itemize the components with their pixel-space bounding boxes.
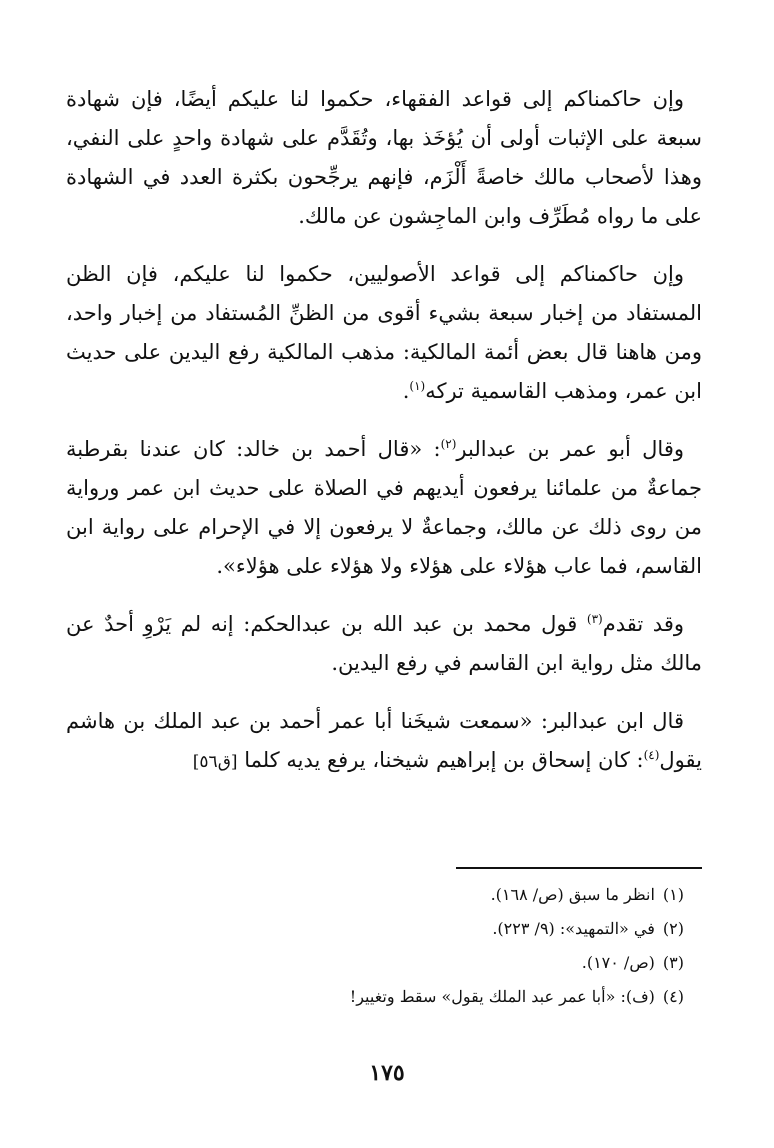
manuscript-page-ref: [ق٥٦] xyxy=(192,752,238,772)
paragraph-text: وقد تقدم xyxy=(602,612,684,636)
footnote-ref-2[interactable]: (٢) xyxy=(440,437,457,451)
paragraph-3 xyxy=(66,430,702,586)
paragraph-text: قال ابن عبدالبر: «سمعت شيخَنا أبا عمر أحمد بن عبد الملك بن هاشم يقول xyxy=(66,709,702,772)
page-number: ١٧٥ xyxy=(369,1060,405,1086)
paragraph-text-end: . xyxy=(402,379,410,403)
paragraph-2 xyxy=(66,255,702,411)
footnote-number: (١) xyxy=(662,885,684,904)
footnote-number: (٢) xyxy=(662,919,684,938)
footnote-1 xyxy=(66,878,702,912)
paragraph-text-end: قول محمد بن عبد الله بن عبدالحكم: إنه لم يَرْوِ أحدٌ عن مالك مثل رواية ابن القاسم في رفع اليدين. xyxy=(66,612,702,675)
paragraph-4 xyxy=(66,605,702,683)
paragraph-text: وإن حاكمناكم إلى قواعد الفقهاء، حكموا لنا عليكم أيضًا، فإن شهادة سبعة على الإثبات أولى أن يُؤخَذ بها، وتُقَدَّم على شهادة واحدٍ على النفي، وهذا لأصحاب مالك خاصةً أَلْزَم، فإنهم يرجِّحون بكثرة العدد في الشهادة على ما رواه مُطَرِّف وابن الماجِشون عن مالك. xyxy=(66,87,702,228)
footnote-4 xyxy=(66,980,702,1014)
footnote-number: (٤) xyxy=(662,987,684,1006)
footnote-2 xyxy=(66,912,702,946)
footnote-divider xyxy=(456,867,702,869)
footnote-ref-1[interactable]: (١) xyxy=(409,379,426,393)
footnote-ref-4[interactable]: (٤) xyxy=(643,748,660,762)
footnote-3 xyxy=(66,946,702,980)
paragraph-text-end: : «قال أحمد بن خالد: كان عندنا بقرطبة جماعةٌ من علمائنا يرفعون أيديهم في الصلاة على حديث ابن عمر ورواية من روى ذلك عن مالك، وجماعةٌ لا يرفعون إلا في الإحرام على رواية ابن القاسم، فما عاب هؤلاء على هؤلاء ولا هؤلاء على هؤلاء». xyxy=(66,437,702,578)
paragraph-1 xyxy=(66,80,702,236)
footnote-text: انظر ما سبق (ص/ ١٦٨). xyxy=(490,885,655,904)
footnote-text: (ف): «أبا عمر عبد الملك يقول» سقط وتغيير! xyxy=(349,987,655,1006)
footnote-number: (٣) xyxy=(662,953,684,972)
main-text xyxy=(66,80,702,801)
footnote-text: في «التمهيد»: (٩/ ٢٢٣). xyxy=(492,919,655,938)
paragraph-text-end: : كان إسحاق بن إبراهيم شيخنا، يرفع يديه كلما xyxy=(237,748,644,772)
footnote-text: (ص/ ١٧٠). xyxy=(581,953,655,972)
footnotes xyxy=(66,878,702,1014)
paragraph-text: وقال أبو عمر بن عبدالبر xyxy=(456,437,684,461)
footnote-ref-3[interactable]: (٣) xyxy=(586,612,603,626)
paragraph-5 xyxy=(66,702,702,782)
paragraph-text: وإن حاكمناكم إلى قواعد الأصوليين، حكموا لنا عليكم، فإن الظن المستفاد من إخبار سبعة بشيء أقوى من الظنِّ المُستفاد من إخبار واحد، ومن هاهنا قال بعض أئمة المالكية: مذهب المالكية رفع اليدين على حديث ابن عمر، ومذهب القاسمية تركه xyxy=(66,262,702,403)
